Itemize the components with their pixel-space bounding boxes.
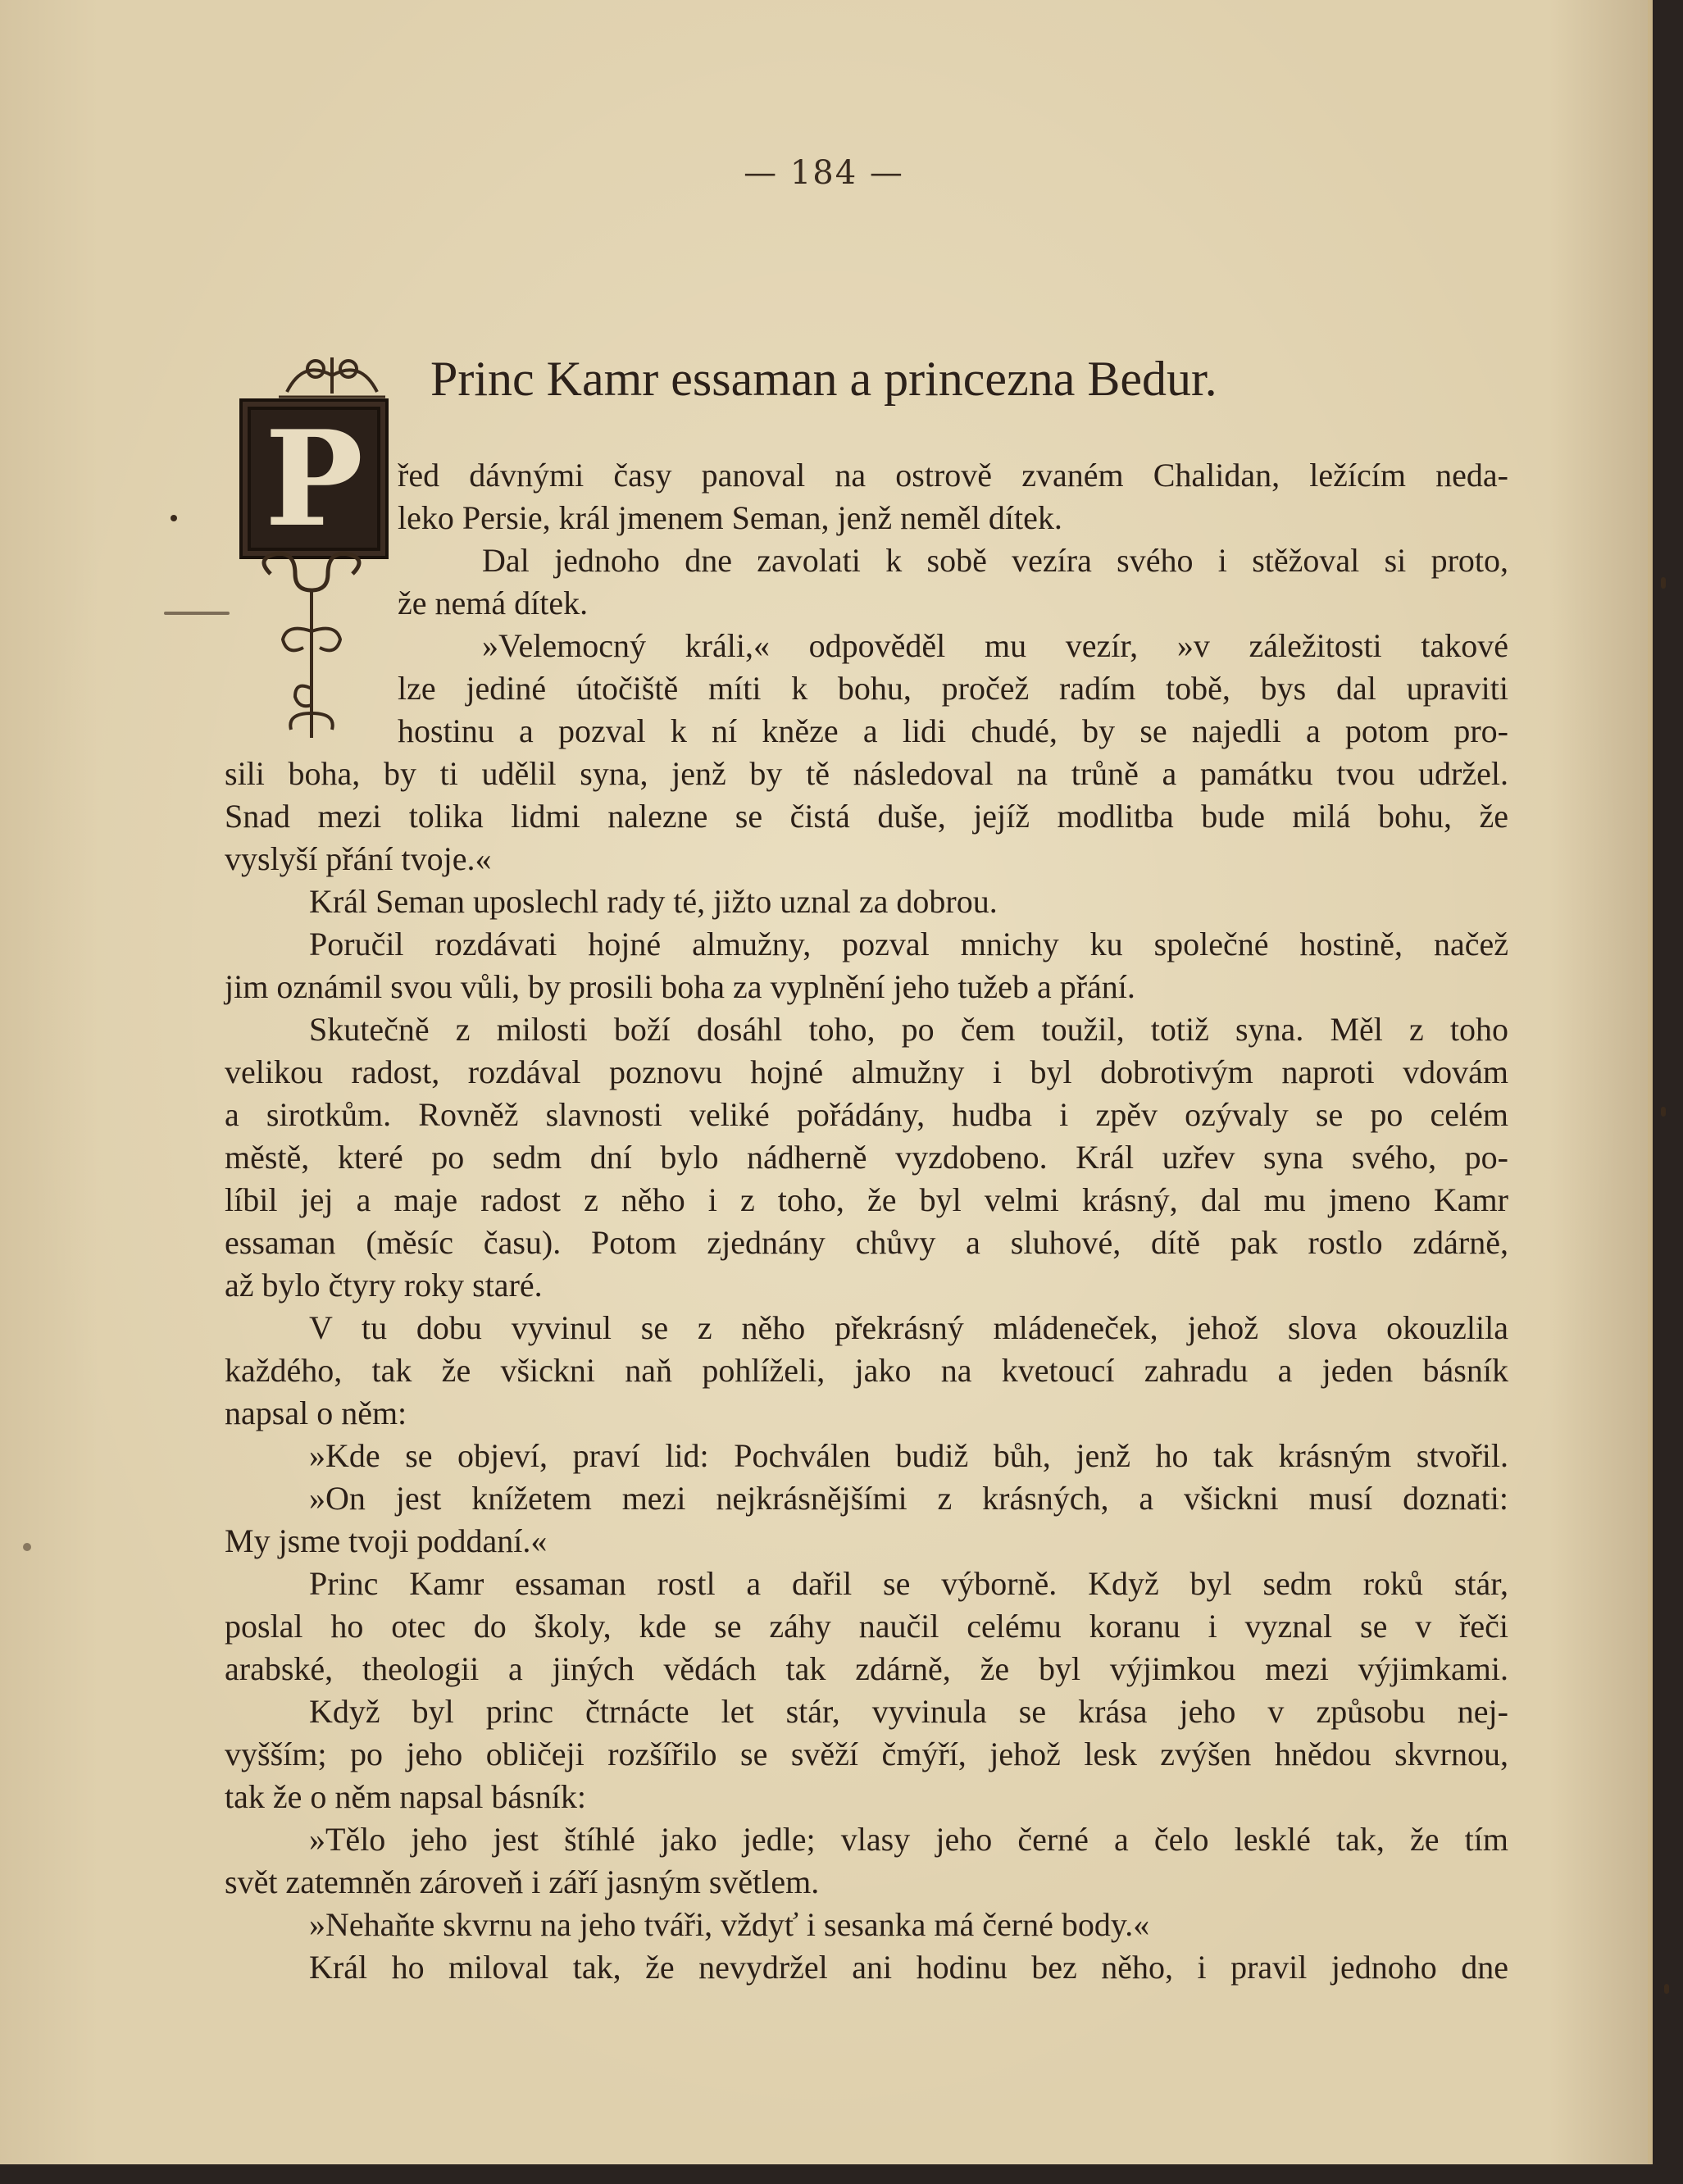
- text-line: vyslyší přání tvoje.«: [225, 840, 492, 877]
- ornament-vine-icon: [246, 549, 377, 746]
- text-line: Skutečně z milosti boží dosáhl toho, po čem toužil, totiž syna. Měl z toho: [309, 1011, 1508, 1048]
- ink-speck: [171, 515, 177, 521]
- text-line: vyšším; po jeho obličeji rozšířilo se svěží čmýří, jehož lesk zvýšen hnědou skvrnou,: [225, 1736, 1508, 1772]
- chapter-title: Princ Kamr essaman a princezna Bedur.: [430, 352, 1217, 406]
- ink-speck: [1664, 1984, 1669, 1994]
- text-line: poslal ho otec do školy, kde se záhy naučil celému koranu i vyznal se v řeči: [225, 1608, 1508, 1645]
- text-line: Princ Kamr essaman rostl a dařil se výborně. Když byl sedm roků stár,: [309, 1565, 1508, 1602]
- text-line: Snad mezi tolika lidmi nalezne se čistá duše, jejíž modlitba bude milá bohu, že: [225, 798, 1508, 835]
- text-line: hostinu a pozval k ní kněze a lidi chudé, by se najedli a potom pro-: [398, 712, 1508, 749]
- ink-speck: [1661, 1107, 1666, 1117]
- text-line: My jsme tvoji poddaní.«: [225, 1522, 548, 1559]
- text-line: líbil jej a maje radost z něho i z toho, že byl velmi krásný, dal mu jmeno Kamr: [225, 1181, 1508, 1218]
- text-line: Dal jednoho dne zavolati k sobě vezíra svého i stěžoval si proto,: [482, 542, 1508, 579]
- text-line: svět zatemněn zároveň i září jasným světlem.: [225, 1863, 820, 1900]
- text-line: Poručil rozdávati hojné almužny, pozval mnichy ku společné hostině, načež: [309, 926, 1508, 962]
- text-line: leko Persie, král jmenem Seman, jenž neměl dítek.: [398, 499, 1062, 536]
- page-number: — 184 —: [744, 154, 904, 192]
- drop-cap-letter: P: [264, 402, 364, 556]
- ornament-top-icon: [279, 351, 385, 400]
- text-line: napsal o něm:: [225, 1395, 407, 1431]
- drop-cap: [239, 398, 389, 559]
- text-line: městě, které po sedm dní bylo nádherně vyzdobeno. Král uzřev syna svého, po-: [225, 1139, 1508, 1176]
- text-line: sili boha, by ti udělil syna, jenž by tě následoval na trůně a památku tvou udržel.: [225, 755, 1508, 792]
- text-line: tak že o něm napsal básník:: [225, 1778, 586, 1815]
- text-line: Král ho miloval tak, že nevydržel ani hodinu bez něho, i pravil jednoho dne: [309, 1949, 1508, 1986]
- text-line: V tu dobu vyvinul se z něho překrásný mládeneček, jehož slova okouzlila: [309, 1309, 1508, 1346]
- text-line: »On jest knížetem mezi nejkrásnějšími z krásných, a všickni musí doznati:: [309, 1480, 1508, 1517]
- text-line: »Nehaňte skvrnu na jeho tváři, vždyť i sesanka má černé body.«: [309, 1906, 1150, 1943]
- text-line: »Tělo jeho jest štíhlé jako jedle; vlasy jeho černé a čelo lesklé tak, že tím: [309, 1821, 1508, 1858]
- text-line: essaman (měsíc času). Potom zjednány chůvy a sluhové, dítě pak rostlo zdárně,: [225, 1224, 1508, 1261]
- text-line: jim oznámil svou vůli, by prosili boha za vyplnění jeho tužeb a přání.: [225, 968, 1135, 1005]
- text-line: lze jediné útočiště míti k bohu, pročež radím tobě, bys dal upraviti: [398, 670, 1508, 707]
- ink-speck: [23, 1543, 31, 1551]
- text-line: Když byl princ čtrnácte let stár, vyvinula se krása jeho v způsobu nej-: [309, 1693, 1508, 1730]
- text-line: že nemá dítek.: [398, 585, 589, 621]
- text-line: arabské, theologii a jiných vědách tak zdárně, že byl výjimkou mezi výjimkami.: [225, 1650, 1508, 1687]
- text-line: řed dávnými časy panoval na ostrově zvaném Chalidan, ležícím neda-: [398, 457, 1508, 494]
- text-line: velikou radost, rozdával poznovu hojné almužny i byl dobrotivým naproti vdovám: [225, 1053, 1508, 1090]
- text-line: »Velemocný králi,« odpověděl mu vezír, »v záležitosti takové: [482, 627, 1508, 664]
- text-line: až bylo čtyry roky staré.: [225, 1267, 543, 1304]
- ink-smudge: [164, 612, 230, 615]
- text-line: každého, tak že všickni naň pohlíželi, jako na kvetoucí zahradu a jeden básník: [225, 1352, 1508, 1389]
- ink-speck: [1661, 577, 1666, 589]
- text-line: »Kde se objeví, praví lid: Pochválen budiž bůh, jenž ho tak krásným stvořil.: [309, 1437, 1508, 1474]
- text-line: a sirotkům. Rovněž slavnosti veliké pořádány, hudba i zpěv ozývaly se po celém: [225, 1096, 1508, 1133]
- text-line: Král Seman uposlechl rady té, jižto uznal za dobrou.: [309, 883, 998, 920]
